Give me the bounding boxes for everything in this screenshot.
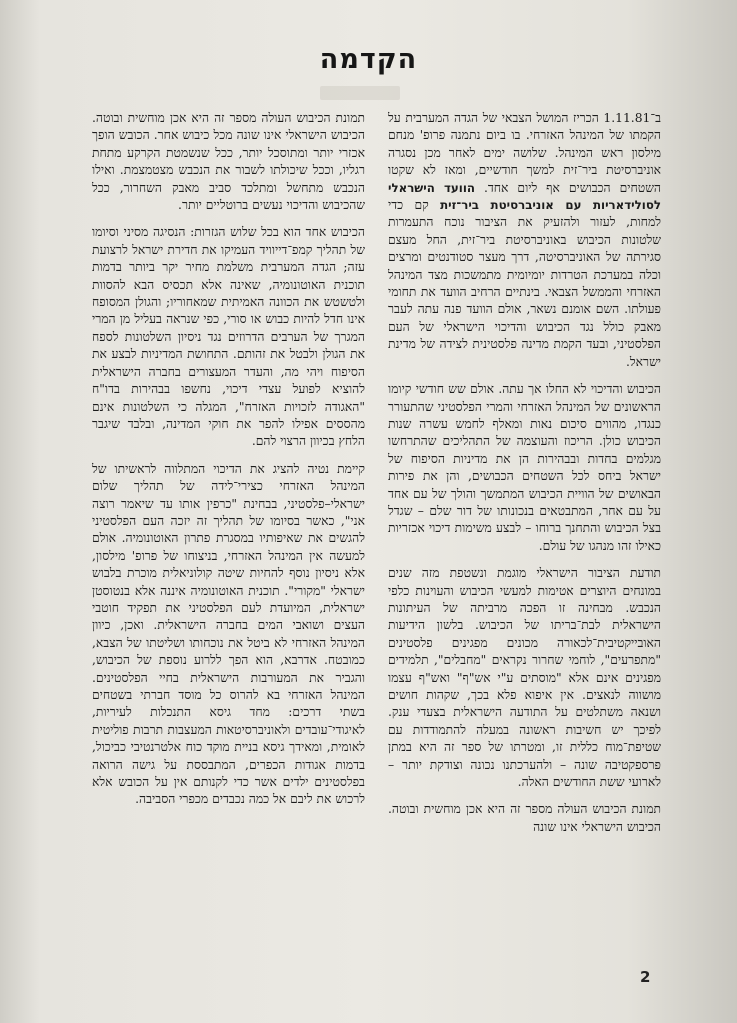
paragraph bbox=[388, 110, 661, 371]
paragraph: תמונת הכיבוש העולה מספר זה היא אכן מוחשית ובוטה. הכיבוש הישראלי אינו שונה bbox=[388, 802, 661, 834]
right-text-column bbox=[388, 110, 661, 950]
paragraph-text: קם כדי למחות, לעזור ולהזעיק את הציבור נוכח התעמרות שלטונות הכיבוש באוניברסיטת ביר־זית, החל מעצם סגירתה של האוניברסיטה, דרך מעצר סטודנטים ומרצים וכלה במערכת הטרדות יומיומית מתמשכות מצד המינהל האזרחי והממשל הצבאי. בינתיים הרחיב הוועד את תחומי פעולתו. השם אומנם נשאר, אולם הוועד פנה עתה לעבר מאבק כולל נגד הכיבוש והדיכוי הישראלי של העם הפלסטיני, ובעד הקמת מדינה פלסטינית לצידה של מדינת ישראל. bbox=[388, 198, 661, 369]
page-title: הקדמה bbox=[319, 44, 418, 75]
paragraph: קיימת נטיה להציג את הדיכוי המתלווה לראשיתו של המינהל האזרחי כצירי־לידה של תהליך שלום ישראלי–פלסטיני, בבחינת "כרפין אותו עד שיאמר רוצה אני", כאשר בסיומו של תהליך זה יזכה העם הפלסטיני להגשים את שאיפותיו במסגרת פתרון האוטונומיה. אולם למעשה אין המינהל האזרחי, בניצוחו של פרופ' מילסון, אלא ניסיון נוסף להחיות שיטה קולוניאלית מוכרת בלבוש ישראלי "מקורי". תוכנית האוטונומיה איננה אלא בנטוסטן ישראלית, המיועדת לעם הפלסטיני את תפקיד חוטבי העצים ושואבי המים בחברה הישראלית. ואכן, כיוון המינהל האזרחי לא ביטל את נוכחותו ושליטתו של הצבא, כמובטח. אדרבא, הוא הפך ללרוע נוספת של הכיבוש, והגביר את המעורבות הישראלית בחיי הפלסטינים. המינהל האזרחי בא להרוס כל מוסד חברתי בשטחים בשתי דרכים: מחד גיסא התנכלות לעיריות, לאיגודי־עובדים ולאוניברסיטאות המעצבות תרבות פוליטית לאומית, ומאידך גיסא בניית מוקד כוח אלטרנטיבי כביכול, בדמות אגודות הכפרים, המתבססת על גישה הרואה בפלסטינים ילדים אשר כדי לקנותם אין על הכובש אלא לרכוש את ליבם אל כמה נכבדים מכפרי הסביבה. bbox=[92, 461, 365, 807]
left-text-column bbox=[92, 110, 365, 950]
paragraph-text: ב־1.11.81 הכריז המושל הצבאי של הגדה המערבית על הקמתו של המינהל האזרחי. בו ביום נתמנה פרופ' מנחם מילסון ראש המינהל. שלושה ימים לאחר מכן נסגרה אוניברסיטת ביר־זית למשך חודשיים, ומאז לא שקטו השטחים הכבושים אף ליום אחד. bbox=[388, 111, 661, 195]
committee-name: הוועד הישראלי לסולידאריות עם אוניברסיטת ביר־זית bbox=[388, 180, 661, 213]
paragraph: תודעת הציבור הישראלי מוגמת ונשטפת מזה שנים במונחים היוצרים אטימות למעשי הכיבוש והעוינות כלפי הנכבש. מבחינה זו הפכה מרביתה של העיתונות הישראלית לבת־בריתו של הכיבוש. בלשון הידיעות האובייקטיבית־לכאורה מכונים מפגינים פלסטינים "מתפרעים", לוחמי שחרור נקראים "מחבלים", תלמידים מפגינים אינם אלא "מוסתים ע"י אש"ף" ואש"ף עצמו מושווה לנאצים. אין איפוא פלא בכך, שקהות חושים ושנאה משתלטים על התודעה הישראלית בצעדי ענק. לפיכך יש חשיבות ראשונה במעלה להתמודדות עם שטיפת־מוח כללית זו, ומטרתו של ספר זה היא במתן פרספקטיבה שונה – ולהערכתנו נכונה וצודקת יותר – לארועי ששת החודשים האלה. bbox=[388, 566, 661, 790]
paragraph: הכיבוש אחד הוא בכל שלוש הגזרות: הנסיגה מסיני וסיומו של תהליך קמפ־דייוויד העמיקו את חדירת ישראל לרצועת עזה; הגדה המערבית משלמת מחיר יקר ביותר בדמות תוכנית האוטונומיה, שאינה אלא תכסיס הבא להסוות ולטשטש את הכוונה האמיתית שמאחוריו; והגולן המסופח אינו חדל להיות כבוש או סורי, כפי שנראה בעליל מן המרי המגרך של הערבים הדרוזים נגד ניסיון השלטונות לספח את הגולן ולבטל את זהותם. התחושת המדיניות לבצע את הסיפוח ויהי מה, והעדר המעצורים בחברה הישראלית להוציא לפועל עצדי דיכוי, נחשפו בבהירות בדו"ח "האגודה לזכויות האזרח", המגלה כי השלטונות אינם מהססים אפילו להפר את חוקי המדינה, ובלבד שיגבר הלחץ בכיוון הרצוי להם. bbox=[92, 225, 365, 449]
bleed-through-mark bbox=[320, 86, 400, 100]
paragraph: תמונת הכיבוש העולה מספר זה היא אכן מוחשית ובוטה. הכיבוש הישראלי אינו שונה מכל כיבוש אחר. הכובש הופך אכזרי יותר ומתוסכל יותר, ככל שנשמטת הקרקע מתחת רגליו, וככל שיכולתו לשבור את הנכבש מצטמצמת. ואילו הנכבש מתחשל ומתלכד סביב מאבק השחרור, ככל שהכיבוש והדיכוי נעשים ברוטליים יותר. bbox=[92, 111, 365, 213]
paragraph: הכיבוש והדיכוי לא החלו אך עתה. אולם שש חודשי קיומו הראשונים של המינהל האזרחי והמרי הפלסטיני שהתעורר כנגדו, מהווים סיכום נאות ומאלף לחמש עשרה שנות הכיבוש כולן. הריכוז והעוצמה של התהליכים שהתרחשו מגלמים בחדות ובבהירות הן את מדיניות הסיפוח של ישראל ביחס לכל השטחים הכבושים, והן את פירות הבאושים של הוויית הכיבוש המתמשך והולך של עם אחד על עם אחר, המתבטאים בנכונותו של דור שלם – שגדל בצל הכיבוש והתחנך ברוחו – לבצע משימות דיכוי אכזריות כאילו זהו מנהגו של עולם. bbox=[388, 382, 661, 553]
page-number: 2 bbox=[640, 968, 651, 986]
